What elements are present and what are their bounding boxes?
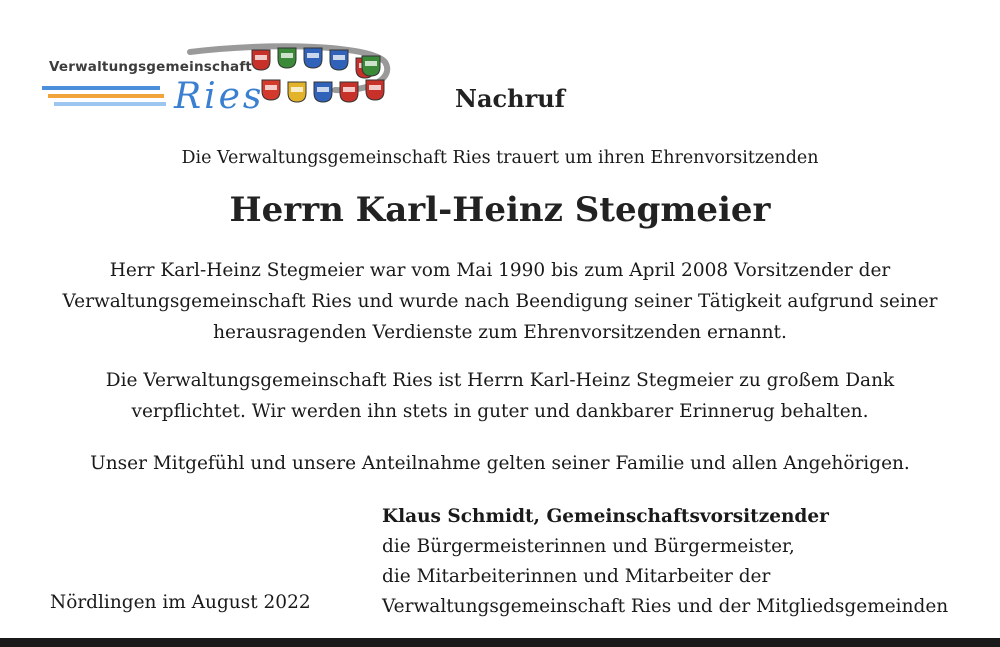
signature-line: Verwaltungsgemeinschaft Ries und der Mitgliedsgemeinden <box>382 596 949 617</box>
deceased-name: Herrn Karl-Heinz Stegmeier <box>229 190 771 230</box>
paragraph-line: Herr Karl-Heinz Stegmeier war vom Mai 1990 bis zum April 2008 Vorsitzender der <box>109 260 891 281</box>
coat-of-arms-detail <box>317 87 329 92</box>
place-and-date: Nördlingen im August 2022 <box>50 592 311 613</box>
paragraph-line: Die Verwaltungsgemeinschaft Ries ist Herrn Karl-Heinz Stegmeier zu großem Dank <box>105 370 895 391</box>
coat-of-arms-detail <box>343 87 355 92</box>
coat-of-arms-detail <box>291 87 303 92</box>
coat-of-arms-detail <box>365 61 377 66</box>
page-title: Nachruf <box>455 84 565 113</box>
crest-group <box>252 48 384 102</box>
signature-line: die Mitarbeiterinnen und Mitarbeiter der <box>382 566 771 587</box>
logo-stripe-blue <box>42 86 160 90</box>
bottom-border <box>0 638 1000 647</box>
signatory-name: Klaus Schmidt, Gemeinschaftsvorsitzender <box>382 506 829 527</box>
coat-of-arms-detail <box>255 55 267 60</box>
coat-of-arms-detail <box>281 53 293 58</box>
coat-of-arms-detail <box>369 85 381 90</box>
logo-stripe-lightblue <box>54 102 166 106</box>
intro-line: Die Verwaltungsgemeinschaft Ries trauert um ihren Ehrenvorsitzenden <box>181 148 819 168</box>
signature-line: die Bürgermeisterinnen und Bürgermeister, <box>382 536 795 557</box>
condolence-paragraph <box>0 448 1000 479</box>
paragraph-line: Unser Mitgefühl und unsere Anteilnahme gelten seiner Familie und allen Angehörigen. <box>90 453 910 474</box>
paragraph-line: Verwaltungsgemeinschaft Ries und wurde nach Beendigung seiner Tätigkeit aufgrund seiner <box>62 291 938 312</box>
logo-org-text: Verwaltungsgemeinschaft <box>49 59 253 75</box>
signature-block <box>382 502 948 622</box>
logo-script-text: Ries <box>174 76 265 117</box>
tribute-paragraph-2 <box>0 365 1000 427</box>
coat-of-arms-detail <box>333 55 345 60</box>
paragraph-line: herausragenden Verdienste zum Ehrenvorsitzenden ernannt. <box>213 322 787 343</box>
coat-of-arms-detail <box>265 85 277 90</box>
organization-logo <box>40 40 400 125</box>
tribute-paragraph-1 <box>0 255 1000 348</box>
paragraph-line: verpflichtet. Wir werden ihn stets in guter und dankbarer Erinnerug behalten. <box>131 401 869 422</box>
coat-of-arms-detail <box>307 53 319 58</box>
logo-stripe-orange <box>48 94 164 98</box>
